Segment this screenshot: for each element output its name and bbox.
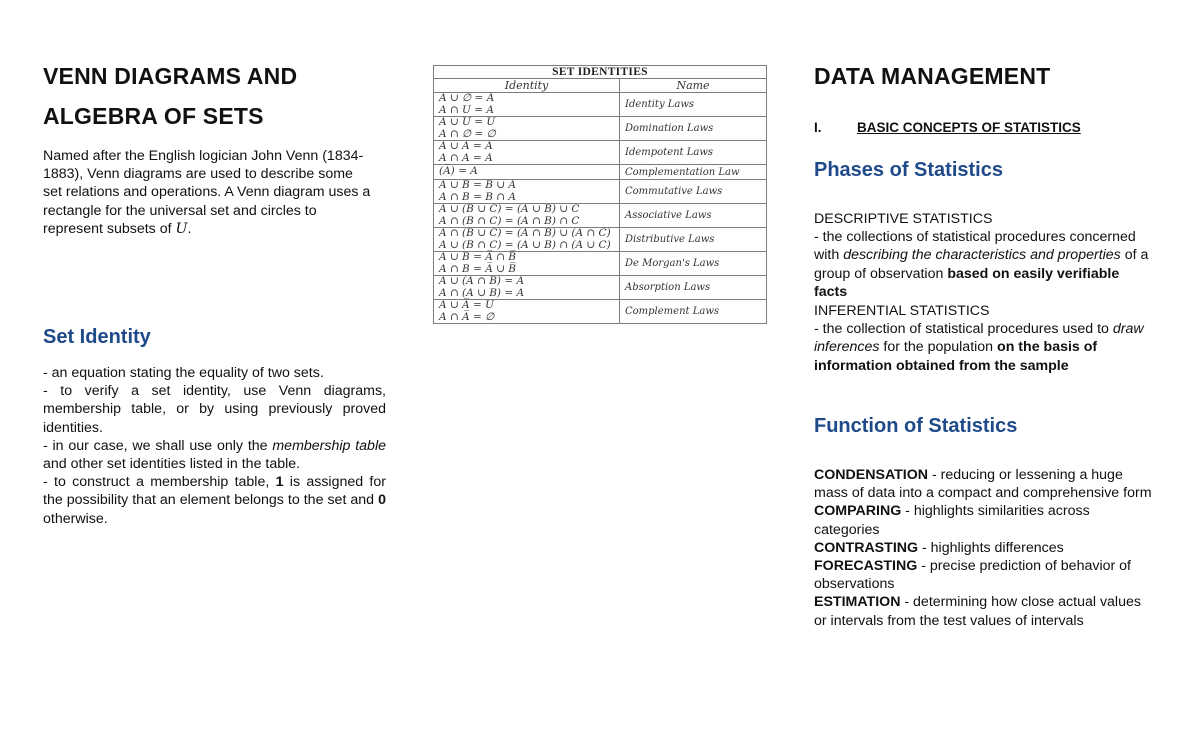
- descriptive-mid: of a group of observation: [814, 247, 1149, 282]
- set-identities-table: [433, 65, 767, 324]
- identity-cell: [434, 300, 620, 324]
- law-name-cell: Idempotent Laws: [620, 141, 767, 165]
- identity-cell: [434, 204, 620, 228]
- table-row: [434, 252, 767, 276]
- page-title-line1: VENN DIAGRAMS AND: [43, 63, 298, 89]
- identity-formula: A ∪ (A ∩ B) = A: [439, 275, 525, 288]
- function-item: [814, 557, 1154, 593]
- table-row: [434, 228, 767, 252]
- inferential-pre: - the collection of statistical procedures used to: [814, 321, 1109, 338]
- page-title-line2: ALGEBRA OF SETS: [43, 103, 264, 129]
- descriptive-block: [814, 210, 1154, 301]
- column-header-name: Name: [620, 79, 767, 93]
- law-name-cell: Commutative Laws: [620, 180, 767, 204]
- bullet4-one: 1: [275, 474, 284, 491]
- table-row: [434, 117, 767, 141]
- law-name-cell: De Morgan's Laws: [620, 252, 767, 276]
- intro-variable: U: [175, 220, 188, 237]
- function-term: CONDENSATION: [814, 467, 929, 483]
- identity-formula: A ∩ U = A: [439, 103, 494, 116]
- section-heading: [814, 120, 1081, 135]
- identity-formula: A ∪ ∅ = A: [439, 92, 495, 105]
- intro-end: .: [187, 220, 192, 237]
- bullet4-post: otherwise.: [43, 510, 108, 527]
- table-row: [434, 180, 767, 204]
- phases-heading: Phases of Statistics: [814, 159, 1003, 181]
- set-identity-body: [43, 364, 386, 528]
- function-heading: Function of Statistics: [814, 415, 1018, 437]
- law-name-cell: Distributive Laws: [620, 228, 767, 252]
- table-caption: SET IDENTITIES: [434, 66, 767, 79]
- inferential-mid: for the population: [883, 339, 994, 356]
- bullet4-pre: - to construct a membership table,: [43, 474, 270, 491]
- table-row: [434, 204, 767, 228]
- function-term: CONTRASTING: [814, 539, 919, 556]
- identity-formula: A ∩ A̅ = ∅: [439, 310, 495, 323]
- identity-formula: A ∩ A = A: [439, 151, 493, 164]
- inferential-bold: on the basis of information obtained from the sample: [814, 339, 1098, 374]
- law-name-cell: Associative Laws: [620, 204, 767, 228]
- identity-cell: [434, 276, 620, 300]
- identity-formula: A ∪ A = A: [439, 140, 493, 153]
- table-row: [434, 93, 767, 117]
- descriptive-bold: based on easily verifiable facts: [814, 265, 1120, 300]
- function-desc: - reducing or lessening a huge mass of data into a compact and comprehensive form: [814, 467, 1152, 502]
- function-item: [814, 593, 1154, 629]
- law-name-cell: Complementation Law: [620, 165, 767, 180]
- inferential-title: INFERENTIAL STATISTICS: [814, 303, 990, 319]
- bullet-definition: - an equation stating the equality of two sets.: [43, 365, 324, 381]
- descriptive-title: DESCRIPTIVE STATISTICS: [814, 211, 993, 227]
- descriptive-pre: - the collections of statistical procedures concerned with: [814, 229, 1136, 264]
- table-row: [434, 276, 767, 300]
- inferential-emphasis: draw inferences: [814, 321, 1144, 356]
- law-name-cell: Complement Laws: [620, 300, 767, 324]
- function-desc: - precise prediction of behavior of observations: [814, 558, 1131, 593]
- identity-formula: A ∪ (B ∪ C) = (A ∪ B) ∪ C: [439, 203, 580, 216]
- identity-formula: (A̅) = A: [439, 165, 478, 178]
- table-row: [434, 300, 767, 324]
- bullet3-emphasis: membership table: [272, 437, 386, 454]
- intro-paragraph: [43, 147, 373, 238]
- data-management-title: DATA MANAGEMENT: [814, 63, 1051, 89]
- bullet3-pre: - in our case, we shall use only the: [43, 437, 268, 454]
- table-body: [434, 93, 767, 324]
- bullet-membership: [43, 437, 386, 473]
- column-header-identity: Identity: [434, 79, 620, 93]
- identity-formula: A ∪ (B ∩ C) = (A ∪ B) ∩ (A ∪ C): [439, 238, 611, 251]
- function-term: COMPARING: [814, 503, 902, 520]
- function-desc: - determining how close actual values or intervals from the test values of intervals: [814, 594, 1141, 629]
- law-name-cell: Absorption Laws: [620, 276, 767, 300]
- function-item: [814, 502, 1154, 538]
- function-item: [814, 539, 1154, 557]
- identity-formula: A ∩ ∅ = ∅: [439, 127, 496, 140]
- identity-cell: [434, 252, 620, 276]
- functions-list: [814, 466, 1154, 630]
- table-row: [434, 141, 767, 165]
- identity-formula: A ∪ U = U: [439, 116, 496, 129]
- function-desc: - highlights differences: [918, 539, 1064, 556]
- bullet-construct: [43, 473, 386, 528]
- function-term: ESTIMATION: [814, 594, 901, 611]
- section-number: I.: [814, 120, 822, 135]
- inferential-body: [814, 320, 1154, 375]
- identity-cell: [434, 141, 620, 165]
- function-term: FORECASTING: [814, 558, 918, 575]
- intro-text: Named after the English logician John Venn (1834-1883), Venn diagrams are used to describe some set relations and operations. A Venn diagram uses a rectangle for the universal set and circles to represent subsets of: [43, 148, 371, 237]
- inferential-block: [814, 302, 1154, 375]
- identity-cell: [434, 117, 620, 141]
- function-desc: - highlights similarities across categories: [814, 503, 1090, 538]
- identity-cell: [434, 93, 620, 117]
- identity-cell: [434, 165, 620, 180]
- table-row: [434, 165, 767, 180]
- set-identities-table-image: [433, 65, 766, 321]
- bullet4-zero: 0: [378, 492, 386, 509]
- identity-formula: A ∪ B = A̅ ∩ B̅: [439, 251, 517, 264]
- identity-formula: A ∩ (B ∩ C) = (A ∩ B) ∩ C: [439, 214, 580, 227]
- identity-cell: [434, 228, 620, 252]
- bullet4-mid: is assigned for the possibility that an element belongs to the set and: [43, 474, 386, 509]
- section-label: BASIC CONCEPTS OF STATISTICS: [857, 120, 1081, 135]
- function-item: [814, 466, 1154, 502]
- law-name-cell: Identity Laws: [620, 93, 767, 117]
- bullet3-post: and other set identities listed in the table.: [43, 456, 301, 473]
- identity-formula: A ∩ B = B ∩ A: [439, 190, 517, 203]
- law-name-cell: Domination Laws: [620, 117, 767, 141]
- identity-formula: A ∩ B = A̅ ∪ B̅: [439, 262, 517, 275]
- identity-formula: A ∪ A̅ = U: [439, 299, 494, 312]
- identity-formula: A ∩ (A ∪ B) = A: [439, 286, 525, 299]
- set-identity-heading: Set Identity: [43, 326, 151, 348]
- bullet-verify: - to verify a set identity, use Venn diagrams, membership table, or by using previously proved identities.: [43, 383, 386, 436]
- descriptive-body: [814, 228, 1154, 301]
- identity-formula: A ∩ (B ∪ C) = (A ∩ B) ∪ (A ∩ C): [439, 227, 611, 240]
- descriptive-emphasis: describing the characteristics and properties: [843, 247, 1121, 264]
- identity-formula: A ∪ B = B ∪ A: [439, 179, 517, 192]
- identity-cell: [434, 180, 620, 204]
